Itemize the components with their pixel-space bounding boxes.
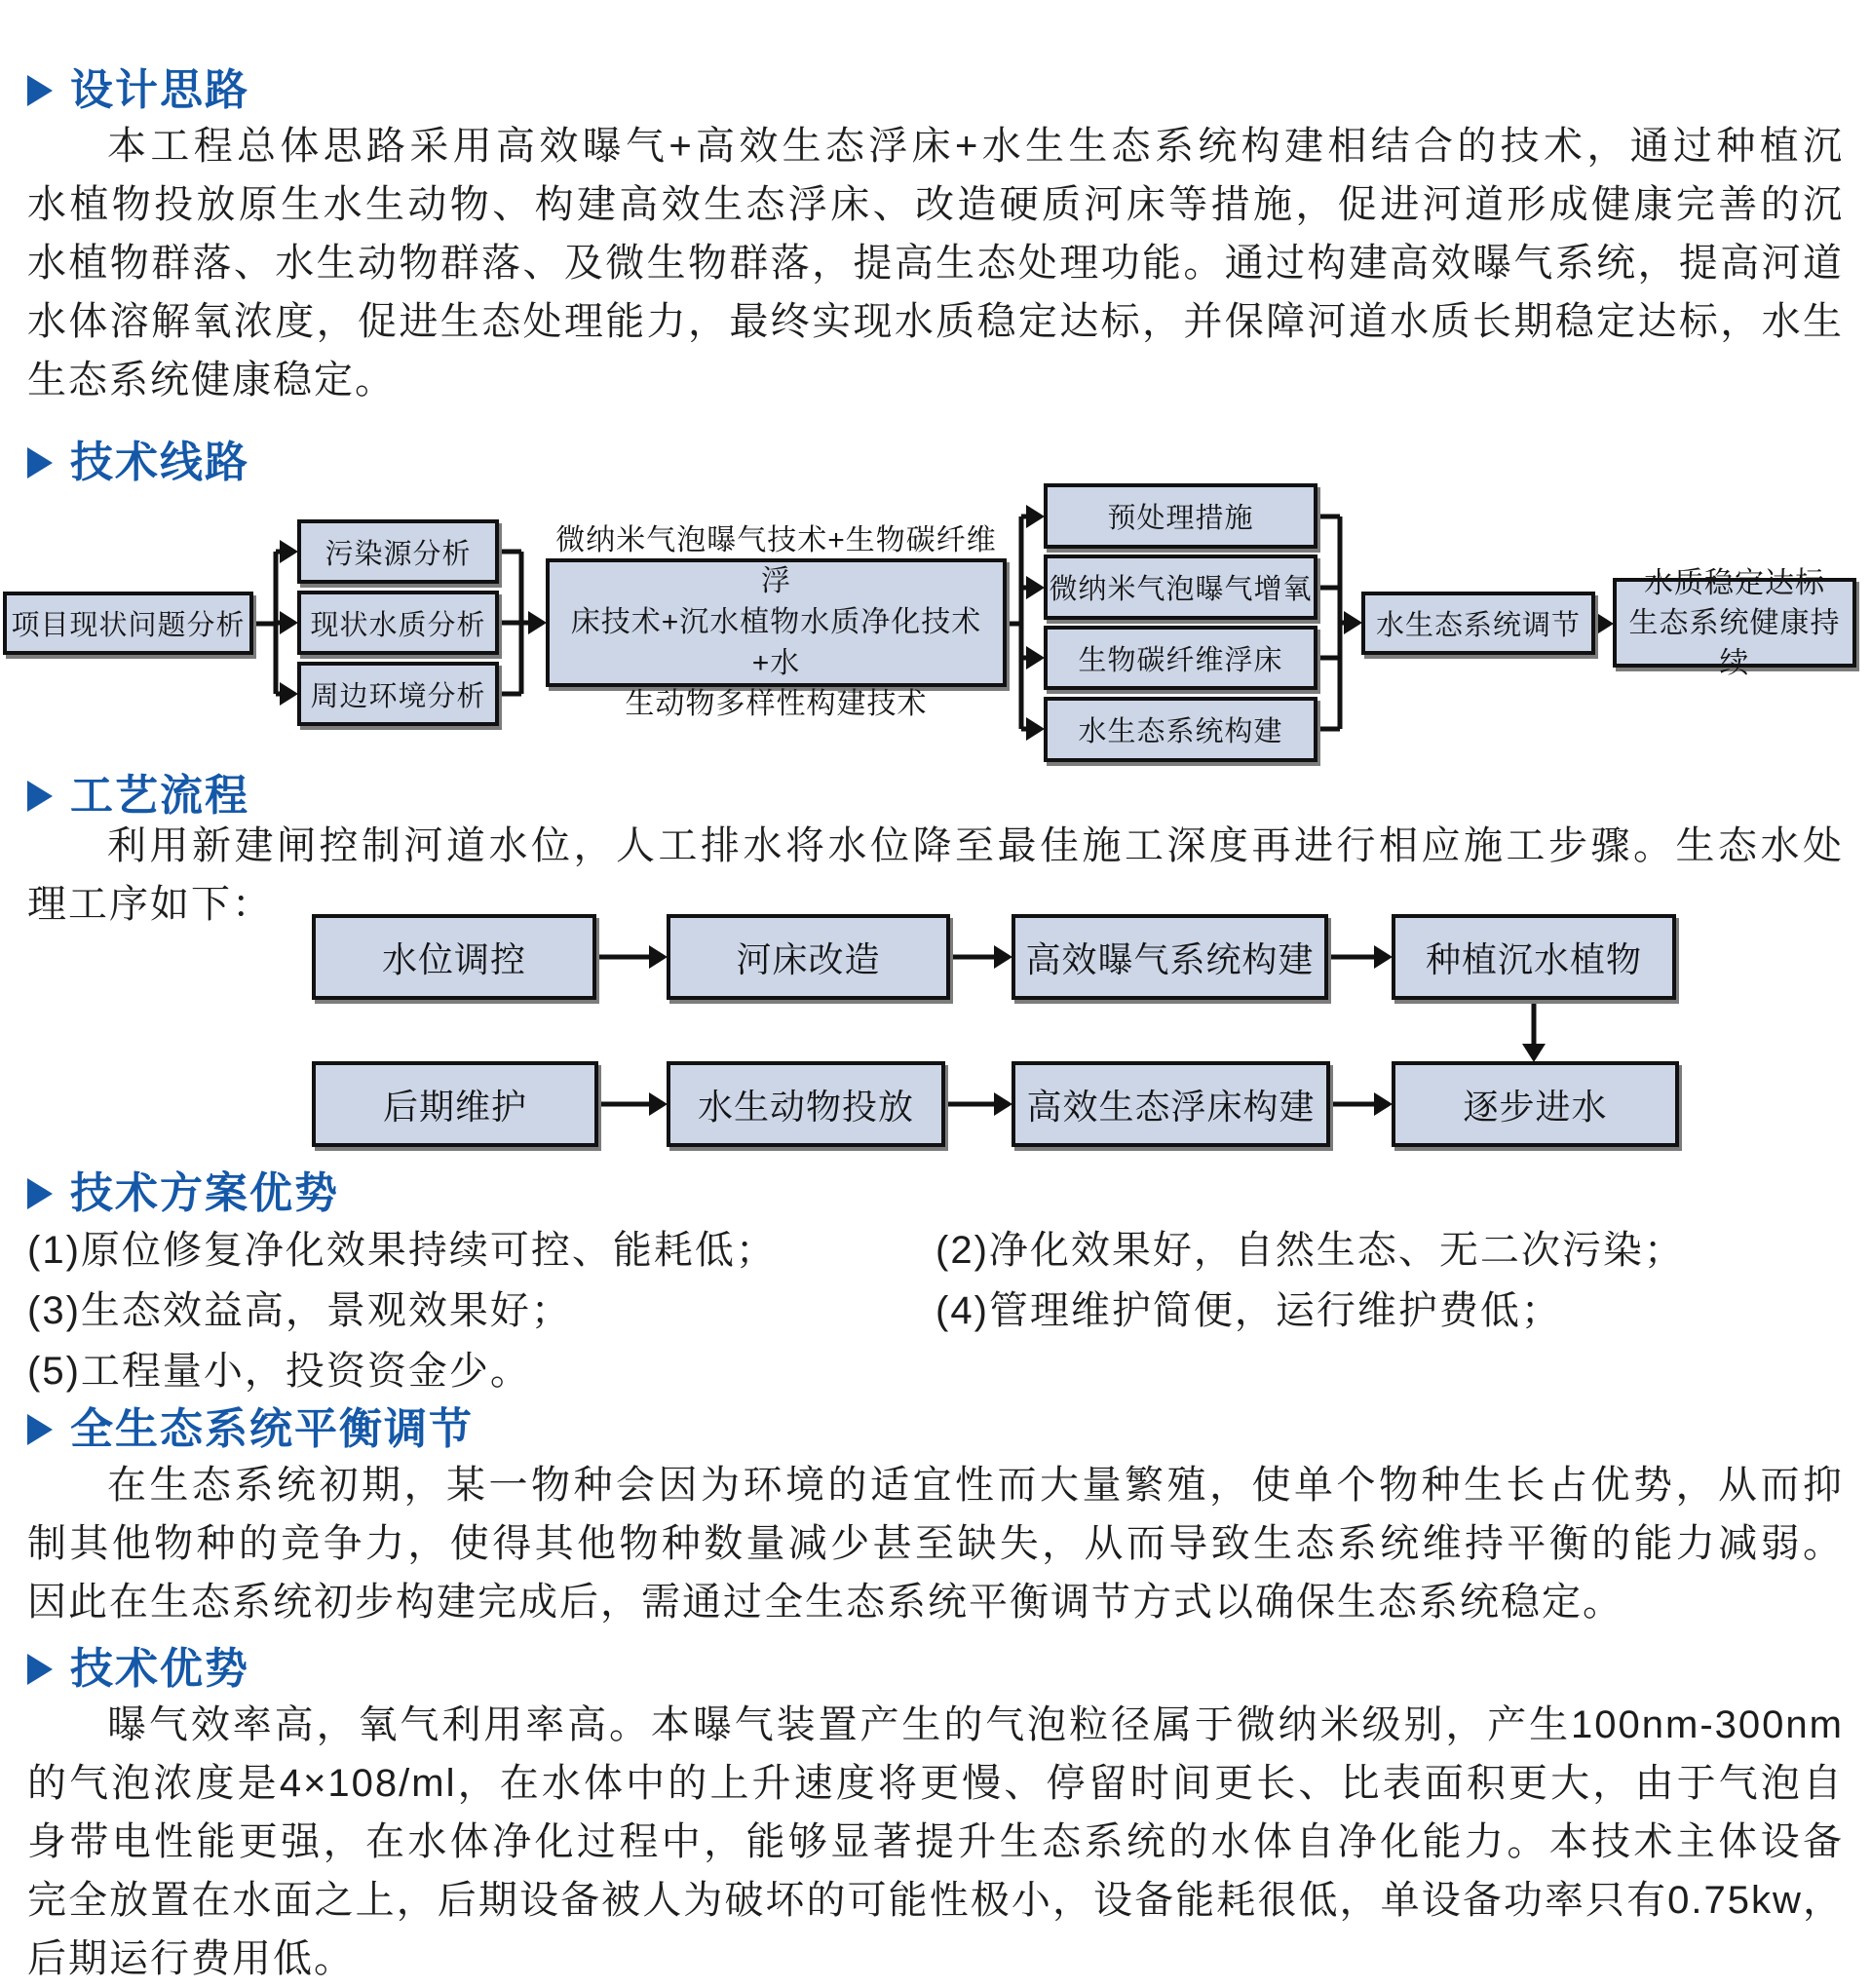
text-line: 身带电性能更强，在水体净化过程中，能够显著提升生态系统的水体自净化能力。本技术主体设备 — [27, 1820, 1844, 1863]
advantages-left-column — [27, 1220, 936, 1401]
text-line: 的气泡浓度是4×108/ml，在水体中的上升速度将更慢、停留时间更长、比表面积更大，由于气泡自 — [27, 1762, 1844, 1805]
text-line: 微纳米气泡曝气技术+生物碳纤维浮 — [555, 524, 997, 597]
flow-box-ecosystem-adjust: 水生态系统调节 — [1361, 592, 1595, 655]
flow-box-plant-submerged: 种植沉水植物 — [1392, 914, 1676, 1000]
text-line: 曝气效率高，氧气利用率高。本曝气装置产生的气泡粒径属于微纳米级别，产生100nm-300nm — [107, 1703, 1844, 1746]
text-line: (1)原位修复净化效果持续可控、能耗低； — [27, 1229, 777, 1272]
section-title: 技术线路 — [70, 439, 249, 486]
triangle-bullet-icon — [27, 1414, 53, 1445]
text-line: 完全放置在水面之上，后期设备被人为破坏的可能性极小，设备能耗很低，单设备功率只有0.75kw， — [27, 1879, 1844, 1922]
text-line: (3)生态效益高，景观效果好； — [27, 1289, 572, 1332]
triangle-bullet-icon — [27, 781, 53, 812]
text-line: (2)净化效果好，自然生态、无二次污染； — [936, 1229, 1685, 1272]
text-line: 在生态系统初期，某一物种会因为环境的适宜性而大量繁殖，使单个物种生长占优势，从而抑 — [107, 1464, 1844, 1507]
triangle-bullet-icon — [27, 75, 53, 106]
section-header-tech — [27, 1645, 249, 1694]
tech-paragraph — [27, 1696, 1844, 1988]
balance-paragraph — [27, 1456, 1844, 1631]
design-paragraph — [27, 117, 1844, 409]
text-line: 利用新建闸控制河道水位，人工排水将水位降至最佳施工深度再进行相应施工步骤。生态水处 — [107, 824, 1844, 867]
advantages-right-column — [936, 1220, 1844, 1401]
section-header-design — [27, 66, 249, 115]
text-line: (4)管理维护简便，运行维护费低； — [936, 1289, 1562, 1332]
flow-box-animal-release: 水生动物投放 — [667, 1061, 945, 1147]
text-line: 理工序如下： — [27, 883, 273, 926]
triangle-bullet-icon — [27, 447, 53, 478]
text-line: 生动物多样性构建技术 — [625, 688, 928, 720]
flow-box-riverbed: 河床改造 — [667, 914, 950, 1000]
flow-box-water-quality-analysis: 现状水质分析 — [297, 591, 499, 655]
section-header-advantages — [27, 1169, 339, 1218]
route-flowchart — [0, 478, 1871, 782]
section-title: 技术优势 — [70, 1645, 249, 1693]
text-line: 制其他物种的竞争力，使得其他物种数量减少甚至缺失，从而导致生态系统维持平衡的能力减弱。 — [27, 1522, 1844, 1565]
section-header-process — [27, 772, 249, 821]
text-line: 床技术+沉水植物水质净化技术+水 — [570, 606, 982, 679]
text-line: 本工程总体思路采用高效曝气+高效生态浮床+水生生态系统构建相结合的技术，通过种植沉 — [107, 125, 1844, 168]
triangle-bullet-icon — [27, 1178, 53, 1209]
flow-box-maintenance: 后期维护 — [312, 1061, 598, 1147]
flow-box-pretreatment: 预处理措施 — [1044, 483, 1317, 549]
section-header-balance — [27, 1405, 474, 1454]
advantages-list — [27, 1220, 1844, 1401]
flow-box-water-inflow: 逐步进水 — [1392, 1061, 1679, 1147]
flow-box-aeration-system: 高效曝气系统构建 — [1012, 914, 1328, 1000]
flow-box-environment-analysis: 周边环境分析 — [297, 662, 499, 726]
process-flowchart — [0, 892, 1871, 1174]
flow-box-pollution-analysis: 污染源分析 — [297, 519, 499, 584]
flow-box-micro-nano-aeration: 微纳米气泡曝气增氧 — [1044, 554, 1317, 620]
text-line: 生态系统健康稳定。 — [27, 359, 396, 401]
flow-box-goal — [1613, 566, 1856, 679]
text-line: 生态系统健康持续 — [1628, 606, 1841, 679]
text-line: (5)工程量小，投资资金少。 — [27, 1350, 531, 1393]
triangle-bullet-icon — [27, 1654, 53, 1685]
section-title: 设计思路 — [70, 66, 249, 114]
flow-box-project-analysis: 项目现状问题分析 — [3, 592, 253, 655]
flow-box-core-technology — [546, 524, 1007, 720]
text-line: 因此在生态系统初步构建完成后，需通过全生态系统平衡调节方式以确保生态系统稳定。 — [27, 1581, 1623, 1624]
text-line: 水植物群落、水生动物群落、及微生物群落，提高生态处理功能。通过构建高效曝气系统，提高河道 — [27, 242, 1844, 285]
flow-box-carbon-fiber-bed: 生物碳纤维浮床 — [1044, 626, 1317, 690]
text-line: 水体溶解氧浓度，促进生态处理能力，最终实现水质稳定达标，并保障河道水质长期稳定达标，水生 — [27, 300, 1844, 343]
text-line: 水质稳定达标 — [1644, 566, 1825, 599]
flow-box-ecosystem-construction: 水生态系统构建 — [1044, 697, 1317, 762]
text-line: 后期运行费用低。 — [27, 1937, 355, 1980]
section-title: 全生态系统平衡调节 — [70, 1405, 474, 1453]
section-title: 工艺流程 — [70, 772, 249, 820]
section-title: 技术方案优势 — [70, 1169, 339, 1217]
text-line: 水植物投放原生水生动物、构建高效生态浮床、改造硬质河床等措施，促进河道形成健康完善的沉 — [27, 183, 1844, 226]
flow-box-water-level: 水位调控 — [312, 914, 596, 1000]
flow-box-floating-bed: 高效生态浮床构建 — [1012, 1061, 1330, 1147]
